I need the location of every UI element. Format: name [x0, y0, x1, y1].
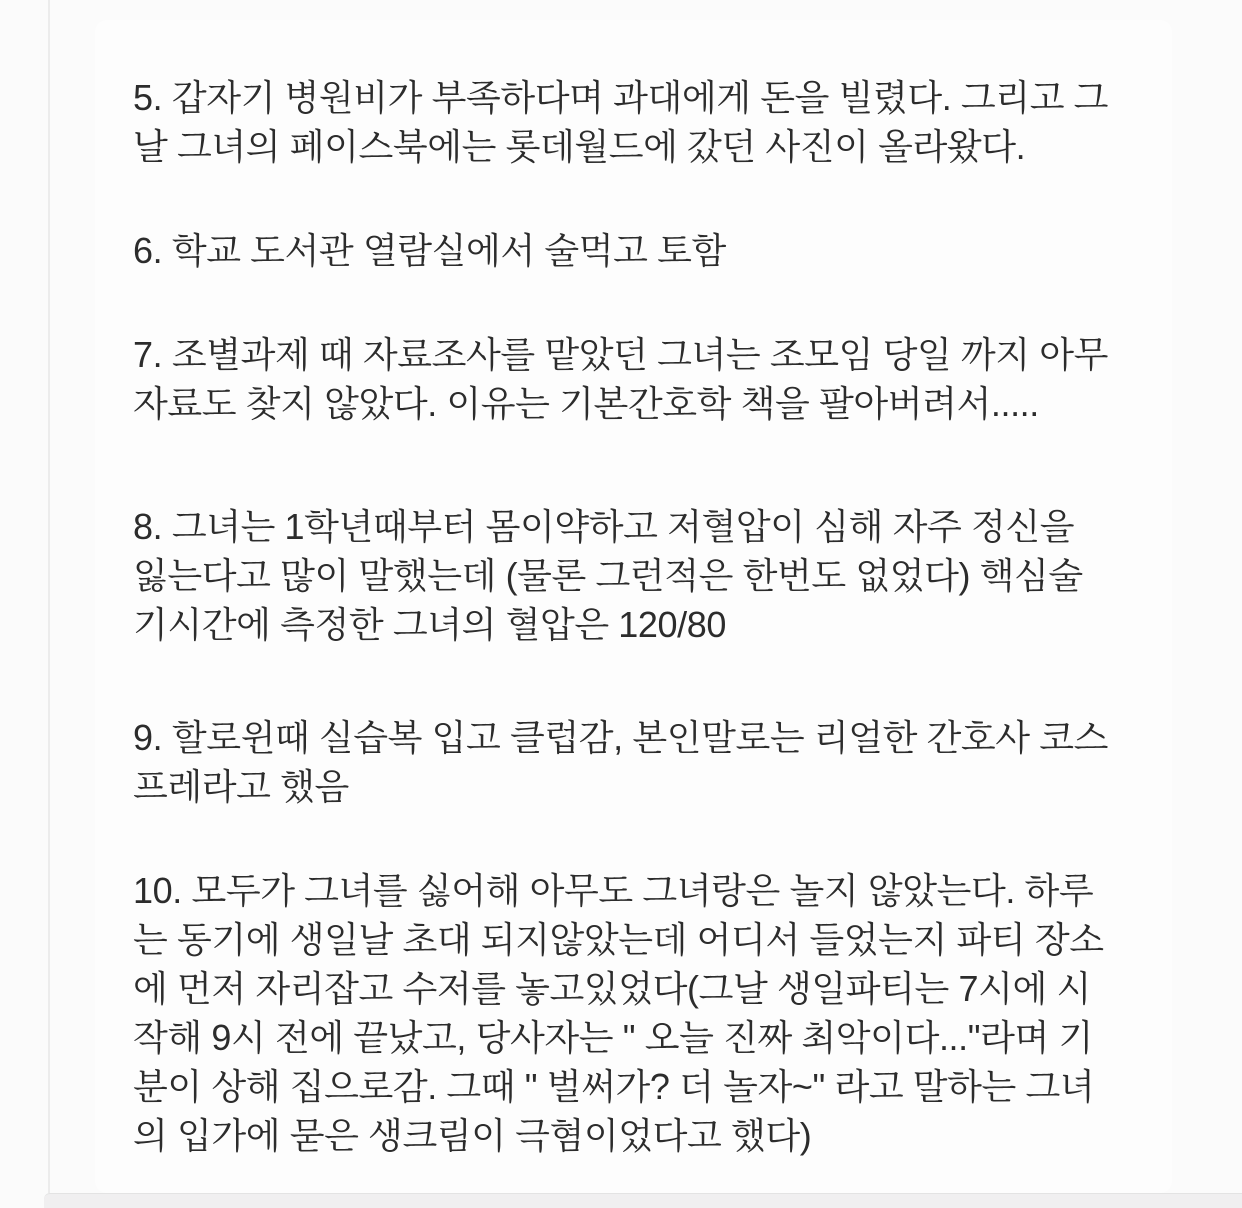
- text-line: 기시간에 측정한 그녀의 혈압은 120/80: [133, 604, 727, 645]
- paragraph-item-5: [133, 73, 1153, 171]
- text-line: 6. 학교 도서관 열람실에서 술먹고 토함: [133, 230, 726, 271]
- text-line: 의 입가에 묻은 생크림이 극혐이었다고 했다): [133, 1115, 812, 1156]
- text-line: 10. 모두가 그녀를 싫어해 아무도 그녀랑은 놀지 않았는다. 하루: [133, 870, 1094, 911]
- text-line: 8. 그녀는 1학년때부터 몸이약하고 저혈압이 심해 자주 정신을: [133, 506, 1075, 547]
- paragraph-item-8: [133, 502, 1153, 649]
- text-line: 5. 갑자기 병원비가 부족하다며 과대에게 돈을 빌렸다. 그리고 그: [133, 77, 1109, 118]
- text-line: 프레라고 했음: [133, 766, 349, 807]
- paragraph-item-6: [133, 226, 1153, 275]
- text-line: 자료도 찾지 않았다. 이유는 기본간호학 책을 팔아버려서.....: [133, 383, 1039, 424]
- text-line: 잃는다고 많이 말했는데 (물론 그런적은 한번도 없었다) 핵심술: [133, 555, 1083, 596]
- text-line: 날 그녀의 페이스북에는 롯데월드에 갔던 사진이 올라왔다.: [133, 126, 1026, 167]
- paragraph-item-7: [133, 330, 1153, 428]
- text-line: 9. 할로윈때 실습복 입고 클럽감, 본인말로는 리얼한 간호사 코스: [133, 717, 1109, 758]
- paragraph-item-9: [133, 713, 1153, 811]
- text-line: 는 동기에 생일날 초대 되지않았는데 어디서 들었는지 파티 장소: [133, 919, 1104, 960]
- paragraph-item-10: [133, 866, 1153, 1160]
- text-line: 분이 상해 집으로감. 그때 " 벌써가? 더 놀자~" 라고 말하는 그녀: [133, 1066, 1095, 1107]
- text-line: 7. 조별과제 때 자료조사를 맡았던 그녀는 조모임 당일 까지 아무: [133, 334, 1109, 375]
- bottom-edge-band: [44, 1193, 1242, 1208]
- post-body: [133, 73, 1153, 1160]
- text-line: 작해 9시 전에 끝났고, 당사자는 " 오늘 진짜 최악이다..."라며 기: [133, 1017, 1093, 1058]
- text-line: 에 먼저 자리잡고 수저를 놓고있었다(그날 생일파티는 7시에 시: [133, 968, 1091, 1009]
- left-gutter-divider: [48, 0, 50, 1193]
